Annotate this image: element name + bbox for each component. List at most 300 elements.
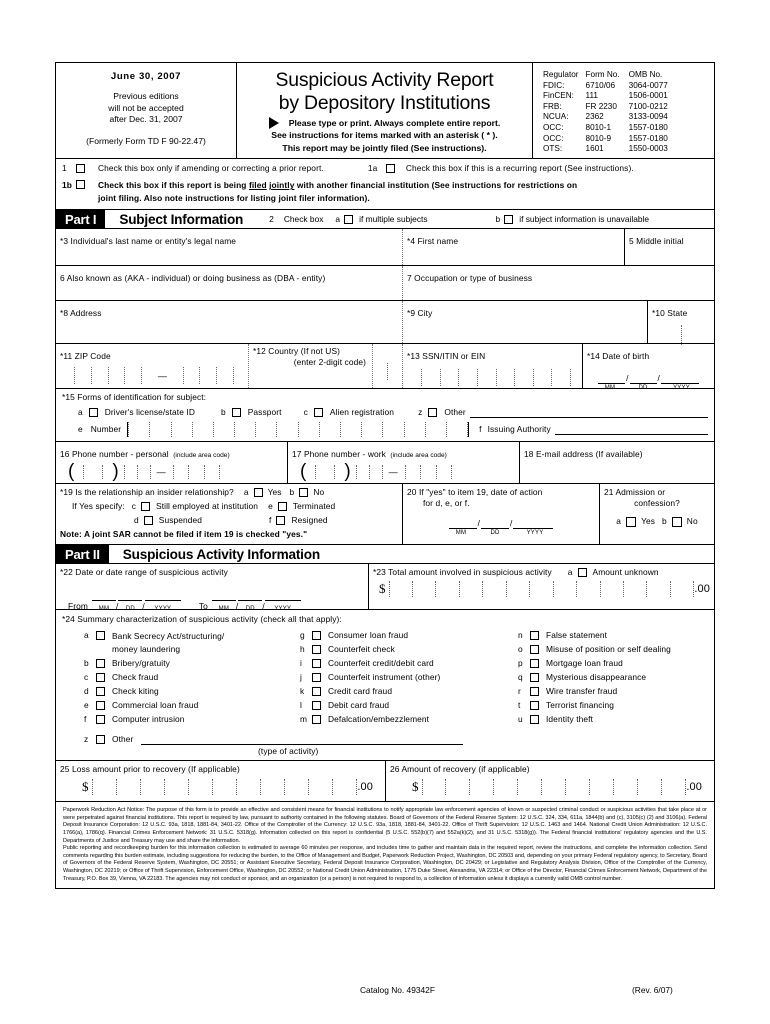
item-24c-letter: c: [84, 672, 89, 683]
regulator-name: OCC:: [543, 122, 564, 132]
paperwork-reduction-notice: [56, 802, 714, 888]
regulator-ombno: 1557-0180: [628, 122, 668, 132]
item-4-field[interactable]: [403, 229, 625, 265]
item-15c-checkbox[interactable]: [314, 408, 323, 417]
list-item[interactable]: [84, 714, 300, 725]
item-24j-label: Counterfeit instrument (other): [328, 672, 441, 683]
item-24h-letter: h: [300, 644, 305, 655]
item-2b-label: if subject information is unavailable: [519, 214, 650, 225]
item-24f-label: Computer intrusion: [112, 714, 185, 725]
item-24a-letter: a: [84, 630, 89, 641]
item-17-field[interactable]: [288, 442, 520, 483]
item-25-cents: .00: [357, 780, 373, 793]
item-20-label-line2: for d, e, or f.: [423, 498, 470, 509]
item-9-field[interactable]: [403, 301, 648, 343]
item-15z-label: Other: [444, 407, 466, 418]
item-24n-letter: n: [518, 630, 523, 641]
sar-form: [55, 62, 715, 889]
item-19d-letter: d: [134, 515, 139, 526]
date-amount-row: [56, 564, 714, 613]
item-4-label: *4 First name: [407, 236, 459, 247]
item-2a-letter: a: [335, 214, 341, 225]
instruction-line-3: This report may be jointly filed (See instructions).: [282, 142, 487, 153]
item-24d-letter: d: [84, 686, 89, 697]
dob-mm-label: MM: [604, 385, 616, 392]
to-dd-label: DD: [245, 606, 255, 613]
item-16-field[interactable]: [56, 442, 288, 483]
item-6-label: 6 Also known as (AKA - individual) or doing business as (DBA - entity): [60, 273, 326, 284]
item-19e-checkbox[interactable]: [278, 502, 287, 511]
item-15z-letter: z: [418, 407, 423, 418]
item-23a-unknown-label: Amount unknown: [592, 567, 659, 578]
list-item[interactable]: [518, 658, 708, 669]
regulator-formno: 8010-1: [585, 122, 612, 132]
header-prev-editions-2: will not be accepted: [108, 102, 184, 113]
item-19-specify-row-2: [60, 515, 398, 526]
form-header: [56, 63, 714, 159]
item-23-label: *23 Total amount involved in suspicious activity: [373, 567, 552, 578]
item-24t-letter: t: [518, 700, 521, 711]
item-5-label: 5 Middle initial: [629, 236, 684, 247]
item-10-label: *10 State: [652, 308, 688, 319]
part-1-banner: [56, 210, 714, 229]
regulator-name: OTS:: [543, 144, 563, 154]
regulator-name: OCC:: [543, 133, 564, 143]
item-24u-letter: u: [518, 714, 523, 725]
item-25-amount-input[interactable]: [60, 779, 381, 795]
item-24i-checkbox[interactable]: [312, 659, 321, 668]
item-24i-label: Counterfeit credit/debit card: [328, 658, 434, 669]
item-24r-checkbox[interactable]: [530, 687, 539, 696]
item-17-phone-comb[interactable]: ( ) —: [300, 465, 515, 479]
item-21a-yes-checkbox[interactable]: [626, 517, 636, 527]
item-15b-checkbox[interactable]: [232, 408, 241, 417]
item-24m-label: Defalcation/embezzlement: [328, 714, 430, 725]
item-1b-text-b: with another financial institution (See instructions for restrictions on: [294, 180, 578, 191]
item-19-note: Note: A joint SAR cannot be filed if item 19 is checked "yes.": [60, 529, 308, 540]
item-23a-unknown-checkbox[interactable]: [578, 568, 587, 577]
item-13-label: *13 SSN/ITIN or EIN: [407, 351, 486, 362]
instruction-line-2: See instructions for items marked with an asterisk ( * ).: [271, 130, 498, 141]
item-24o-letter: o: [518, 644, 523, 655]
item-24f-checkbox[interactable]: [96, 715, 105, 724]
item-19f-letter: f: [269, 515, 272, 526]
item-11-label: *11 ZIP Code: [60, 351, 111, 362]
item-24-column-2: [300, 630, 500, 725]
item-24p-checkbox[interactable]: [530, 659, 539, 668]
regulator-ombno: 1506-0001: [628, 91, 668, 101]
item-15f-label: Issuing Authority: [487, 424, 551, 435]
item-24g-letter: g: [300, 630, 305, 641]
item-19c-checkbox[interactable]: [141, 502, 150, 511]
item-24d-checkbox[interactable]: [96, 687, 105, 696]
item-15b-letter: b: [220, 407, 226, 418]
item-24z-label: Other: [112, 734, 134, 745]
item-7-field[interactable]: [403, 266, 714, 300]
item-16-phone-comb[interactable]: ( ) —: [68, 465, 283, 479]
item-14-date-inputs[interactable]: / /: [587, 373, 710, 384]
list-item[interactable]: [518, 630, 708, 641]
form-title-line2: by Depository Institutions: [278, 92, 491, 114]
header-edition-block: [56, 63, 237, 158]
notice-paragraph-1: Paperwork Reduction Act Notice: The purpose of this form is to provide an effective and consistent means for financial institutions to notify appropriate law enforcement agencies of known or suspected criminal conduct or suspicious activities that take place at or were perpetrated against financial institutions. This report is required by law, pursuant to authority contained in the following statutes. Board of Governors of the Federal Reserve System: 12 U.S.C. 324, 334, 611a, 1844(b) and (c), 3105(c) (2) and 3106(a). Federal Deposit Insurance Corporation: 12 U.S.C. 93a, 1818, 1881-84, 3401-22. Office of the Comptroller of the Currency: 12 U.S.C. 93a, 1818, 1881-84, 3401-22. Office of Thrift Supervision: 12 U.S.C. 1463 and 1464. National Credit Union Administration: 12 U.S.C. 1766(a), 1786(q). Financial Crimes Enforcement Network: 31 U.S.C. 5318(g). Information collected on this report is confidential (5 U.S.C. 552(b)(7) and 552a(k)(2), and 31 U.S.C. 5318(g)). The Federal financial institutions' regulatory agencies and the U.S. Departments of Justice and Treasury may use and share the information.: [63, 807, 707, 844]
regulator-ombno: 1550-0003: [628, 144, 668, 154]
table-row: [543, 134, 675, 145]
item-24o-label: Misuse of position or self dealing: [546, 644, 671, 655]
item-26-amount-input[interactable]: [390, 779, 710, 795]
phone-email-row: [56, 442, 714, 484]
item-24z-checkbox[interactable]: [96, 735, 105, 744]
item-5-field[interactable]: [625, 229, 714, 265]
catalog-number: Catalog No. 49342F: [360, 985, 435, 995]
item-8-field[interactable]: [56, 301, 403, 343]
item-2-number: 2: [269, 214, 274, 225]
item-15e-label: Number: [90, 424, 122, 435]
item-22-field: [56, 564, 369, 613]
item-19-label: *19 Is the relationship an insider relationship?: [60, 487, 234, 498]
item-2b-letter: b: [495, 214, 501, 225]
regulator-name: FinCEN:: [543, 91, 574, 101]
item-15-label: *15 Forms of identification for subject:: [62, 392, 207, 403]
dob-dd-label: DD: [638, 385, 648, 392]
regulator-name: NCUA:: [543, 112, 569, 122]
item-23-amount-input[interactable]: [373, 581, 710, 597]
item-2-block: [269, 210, 649, 228]
from-yyyy-input[interactable]: [145, 591, 181, 601]
regulator-name: FRB:: [543, 101, 562, 111]
item-24t-checkbox[interactable]: [530, 701, 539, 710]
item-22-label: *22 Date or date range of suspicious activity: [60, 567, 228, 578]
list-item[interactable]: [518, 700, 708, 711]
item-12-code-comb[interactable]: [373, 344, 403, 388]
item-24b-checkbox[interactable]: [96, 659, 105, 668]
item-21b-no-checkbox[interactable]: [672, 517, 682, 527]
item-14-label: *14 Date of birth: [587, 351, 650, 362]
from-yyyy-label: YYYY: [154, 606, 172, 613]
item-19b-no-checkbox[interactable]: [299, 488, 308, 497]
item-13-field[interactable]: [403, 344, 583, 388]
action-yyyy-label: YYYY: [526, 530, 544, 537]
item-24z-row[interactable]: [62, 734, 708, 745]
item-24e-letter: e: [84, 700, 89, 711]
item-23a-letter: a: [567, 567, 573, 578]
item-24q-checkbox[interactable]: [530, 673, 539, 682]
item-19-field: [56, 484, 403, 544]
regulator-col-formno: Form No.: [585, 70, 620, 79]
item-23-cents: .00: [694, 582, 710, 595]
item-24f-letter: f: [84, 714, 87, 725]
list-item[interactable]: [300, 644, 500, 655]
item-24z-other-input[interactable]: [141, 735, 463, 745]
item-26-field[interactable]: [386, 761, 714, 801]
item-1b-checkbox[interactable]: [76, 180, 85, 189]
item-24k-checkbox[interactable]: [312, 687, 321, 696]
from-mm-input[interactable]: [92, 591, 116, 601]
regulator-col-ombno: OMB No.: [628, 70, 663, 79]
table-row: [543, 81, 675, 92]
notice-paragraph-2: Public reporting and recordkeeping burden for this information collection is estimated to average 60 minutes per response, and includes time to gather and maintain data in the required report, review the instructions, and complete the information collection. Send comments regarding this burden estimate, including suggestions for reducing the burden, to the Office of Management and Budget, Paperwork Reduction Project, Washington, DC 20503 and, depending on your primary Federal regulatory agency, to Secretary, Board of Governors of the Federal Reserve System, Washington, DC 20551; or Assistant Executive Secretary, Federal Deposit Insurance Corporation, Washington, DC 20429; or Legislative and Regulatory Analysis Division, Office of the Comptroller of the Currency, Washington, DC 20219; or Office of Thrift Supervision, Enforcement Office, Washington, DC 20552; or National Credit Union Administration, 1775 Duke Street, Alexandria, VA 22314; or Office of the Director, Financial Crimes Enforcement Network, Department of the Treasury, P.O. Box 39, Vienna, VA 22183. The agencies may not conduct or sponsor, and an organization (or a person) is not required to respond to, a collection of information unless it displays a currently valid OMB control number.: [63, 845, 707, 882]
from-dd-input[interactable]: [118, 591, 142, 601]
item-2-label: Check box: [283, 214, 324, 225]
to-dd-input[interactable]: [238, 591, 262, 601]
item-24t-label: Terrorist financing: [546, 700, 614, 711]
item-24-label: *24 Summary characterization of suspicious activity (check all that apply):: [62, 614, 342, 625]
item-19f-checkbox[interactable]: [276, 516, 285, 525]
amend-recurring-joint-block: [56, 159, 714, 210]
item-15z-other-input[interactable]: [470, 408, 708, 418]
table-row: [543, 112, 675, 123]
item-23-field: [369, 564, 714, 609]
item-19c-label: Still employed at institution: [156, 501, 259, 512]
item-2b-checkbox[interactable]: [504, 215, 513, 224]
item-24b-label: Bribery/gratuity: [112, 658, 170, 669]
item-15z-checkbox[interactable]: [428, 408, 437, 417]
item-1-row: [62, 163, 708, 174]
item-6-field[interactable]: [56, 266, 403, 300]
item-24i-letter: i: [300, 658, 302, 669]
item-15e-comb[interactable]: [128, 422, 468, 437]
item-1b-text-a: Check this box if this report is being: [98, 180, 249, 191]
item-15c-label: Alien registration: [329, 407, 395, 418]
item-19f-label: Resigned: [291, 515, 328, 526]
item-25-field[interactable]: [56, 761, 386, 801]
item-15f-letter: f: [479, 424, 482, 435]
item-24g-checkbox[interactable]: [312, 631, 321, 640]
item-24k-letter: k: [300, 686, 305, 697]
item-1b-number: 1b: [62, 180, 72, 191]
instruction-line-1: Please type or print. Always complete entire report.: [288, 118, 501, 128]
regulator-formno: 2362: [585, 112, 604, 122]
item-24d-label: Check kiting: [112, 686, 159, 697]
item-11-field[interactable]: [56, 344, 249, 388]
list-item[interactable]: [300, 630, 500, 641]
regulator-ombno: 3064-0077: [628, 80, 668, 90]
item-3-label: *3 Individual's last name or entity's legal name: [60, 236, 237, 247]
item-24-column-3: [500, 630, 708, 725]
list-item[interactable]: [84, 700, 300, 711]
item-12-label-line1: *12 Country (If not US): [253, 346, 341, 357]
list-item[interactable]: [300, 700, 500, 711]
item-12-label-line2: (enter 2-digit code): [293, 357, 366, 368]
insider-relationship-row: [56, 484, 714, 545]
item-19b-no-label: No: [313, 487, 325, 498]
item-1b-filed: filed: [248, 180, 267, 191]
item-24q-letter: q: [518, 672, 523, 683]
item-24u-label: Identity theft: [546, 714, 594, 725]
part-1-title: Subject Information: [119, 211, 244, 227]
list-item[interactable]: [300, 672, 500, 683]
item-17-note: (include area code): [390, 452, 447, 460]
item-2a-label: if multiple subjects: [359, 214, 428, 225]
regulator-formno: 111: [585, 91, 598, 101]
list-item[interactable]: [518, 644, 708, 655]
item-24a-label: [112, 630, 224, 655]
list-item[interactable]: [300, 658, 500, 669]
item-9-label: *9 City: [407, 308, 433, 319]
item-7-label: 7 Occupation or type of business: [407, 273, 533, 284]
list-item[interactable]: [518, 672, 708, 683]
regulator-col-regulator: Regulator: [543, 70, 579, 79]
item-1-label: Check this box only if amending or correcting a prior report.: [98, 163, 324, 174]
item-24g-label: Consumer loan fraud: [328, 630, 409, 641]
list-item[interactable]: [518, 714, 708, 725]
item-26-cents: .00: [686, 780, 702, 793]
regulator-ombno: 1557-0180: [628, 133, 668, 143]
header-date: June 30, 2007: [110, 71, 182, 82]
item-20-label-line1: 20 If "yes" to item 19, date of action: [407, 487, 543, 498]
item-19-question-row: [60, 487, 398, 498]
name-row: [56, 229, 714, 266]
item-24h-checkbox[interactable]: [312, 645, 321, 654]
to-mm-input[interactable]: [212, 591, 236, 601]
item-24c-label: Check fraud: [112, 672, 159, 683]
header-regulator-block: [533, 63, 714, 158]
item-24z-letter: z: [84, 734, 89, 745]
regulator-table-header: [543, 70, 675, 81]
item-15f-input[interactable]: [555, 425, 708, 435]
item-20-date-legend: [407, 530, 595, 536]
item-22-to-label: To: [198, 601, 208, 612]
item-24h-label: Counterfeit check: [328, 644, 395, 655]
regulator-formno: 6710/06: [585, 80, 616, 90]
item-25-label: 25 Loss amount prior to recovery (If applicable): [60, 764, 240, 775]
item-13-comb[interactable]: [421, 369, 571, 386]
item-21b-no-label: No: [686, 516, 698, 527]
item-15a-checkbox[interactable]: [89, 408, 98, 417]
to-yyyy-input[interactable]: [265, 591, 301, 601]
item-1b-label: [98, 179, 683, 204]
item-11-comb[interactable]: —: [74, 367, 234, 384]
item-24j-checkbox[interactable]: [312, 673, 321, 682]
item-24z-note: (type of activity): [258, 746, 319, 757]
item-23-header: [373, 567, 710, 578]
regulator-formno: FR 2230: [585, 101, 617, 111]
regulator-table: [543, 70, 675, 155]
item-19-specify-row-1: [60, 501, 398, 512]
item-15e-letter: e: [78, 424, 83, 435]
item-3-field[interactable]: [56, 229, 403, 265]
item-1a-checkbox[interactable]: [386, 164, 395, 173]
item-19d-label: Suspended: [158, 515, 203, 526]
list-item[interactable]: [84, 658, 300, 669]
item-24o-checkbox[interactable]: [530, 645, 539, 654]
table-row: [543, 91, 675, 102]
item-21a-yes-label: Yes: [641, 516, 656, 527]
part-1-tag: Part I: [56, 210, 105, 228]
form-title-line1: Suspicious Activity Report: [275, 69, 494, 91]
item-20-field[interactable]: [403, 484, 600, 544]
item-24e-checkbox[interactable]: [96, 701, 105, 710]
item-15a-label: Driver's license/state ID: [104, 407, 195, 418]
item-24r-letter: r: [518, 686, 521, 697]
table-row: [543, 102, 675, 113]
item-26-label: 26 Amount of recovery (if applicable): [390, 764, 530, 775]
item-22-from-label: From: [68, 601, 88, 612]
triangle-pointer-icon: [269, 117, 279, 129]
list-item[interactable]: [84, 686, 300, 697]
item-24a-checkbox[interactable]: [96, 631, 105, 640]
item-19-ifyes-label: If Yes specify:: [72, 501, 125, 512]
item-21b-letter: b: [662, 516, 667, 527]
item-23-dollar-sign: $: [379, 581, 386, 597]
item-19a-yes-checkbox[interactable]: [254, 488, 263, 497]
item-19b-letter: b: [289, 487, 295, 498]
item-1b-row: [62, 179, 708, 204]
item-15b-label: Passport: [247, 407, 282, 418]
list-item[interactable]: [84, 630, 300, 655]
item-21-label-line2: confession?: [634, 498, 680, 509]
item-1-number: 1: [62, 163, 67, 174]
to-yyyy-label: YYYY: [274, 606, 292, 613]
header-title-block: [237, 63, 533, 158]
item-18-label: 18 E-mail address (If available): [524, 449, 643, 460]
zip-country-ssn-dob-row: [56, 344, 714, 392]
item-16-note: (include area code): [173, 452, 230, 460]
item-20-date-inputs[interactable]: / /: [407, 518, 595, 529]
item-17-label: 17 Phone number - work: [292, 449, 386, 460]
item-15-number-row: [62, 422, 708, 437]
item-15-block: [56, 389, 714, 442]
item-24l-checkbox[interactable]: [312, 701, 321, 710]
item-24p-letter: p: [518, 658, 523, 669]
item-22-range-inputs[interactable]: From MM / DD / YYYY To MM / DD / YYYY: [60, 588, 364, 612]
item-19a-letter: a: [243, 487, 249, 498]
item-19d-checkbox[interactable]: [144, 516, 153, 525]
item-10-field[interactable]: [648, 301, 714, 343]
item-1a-number: 1a: [367, 163, 378, 174]
list-item[interactable]: [84, 672, 300, 683]
item-2a-checkbox[interactable]: [344, 215, 353, 224]
item-24n-label: False statement: [546, 630, 608, 641]
item-1-checkbox[interactable]: [76, 164, 85, 173]
part-2-tag: Part II: [56, 545, 109, 563]
dob-yyyy-label: YYYY: [673, 385, 690, 392]
list-item[interactable]: [518, 686, 708, 697]
item-24r-label: Wire transfer fraud: [546, 686, 618, 697]
item-24u-checkbox[interactable]: [530, 715, 539, 724]
item-1a-label: Check this box if this is a recurring report (See instructions).: [405, 163, 634, 174]
item-24p-label: Mortgage loan fraud: [546, 658, 623, 669]
item-25-dollar-sign: $: [82, 779, 89, 795]
item-15a-letter: a: [78, 407, 83, 418]
item-14-field[interactable]: [583, 344, 714, 392]
item-12-field: [249, 344, 373, 388]
item-10-comb[interactable]: [652, 325, 710, 345]
item-8-label: *8 Address: [60, 308, 102, 319]
address-row: [56, 301, 714, 344]
item-19a-yes-label: Yes: [267, 487, 282, 498]
item-24-block: [56, 610, 714, 761]
item-24m-letter: m: [300, 714, 308, 725]
item-24c-checkbox[interactable]: [96, 673, 105, 682]
regulator-ombno: 7100-0212: [628, 101, 668, 111]
item-18-field[interactable]: [520, 442, 714, 483]
item-21-label-line1: 21 Admission or: [604, 487, 666, 498]
list-item[interactable]: [300, 714, 500, 725]
item-24q-label: Mysterious disappearance: [546, 672, 647, 683]
item-24m-checkbox[interactable]: [312, 715, 321, 724]
revision-number: (Rev. 6/07): [632, 985, 673, 995]
item-24n-checkbox[interactable]: [530, 631, 539, 640]
item-24-column-1: [62, 630, 300, 725]
item-21-field: [600, 484, 714, 544]
item-15-options-row: [62, 407, 708, 418]
header-instructions: [241, 117, 528, 154]
item-1b-text-c: joint filing. Also note instructions for listing joint filer information).: [98, 192, 370, 203]
from-dd-label: DD: [125, 606, 135, 613]
item-21a-letter: a: [616, 516, 622, 527]
list-item[interactable]: [300, 686, 500, 697]
